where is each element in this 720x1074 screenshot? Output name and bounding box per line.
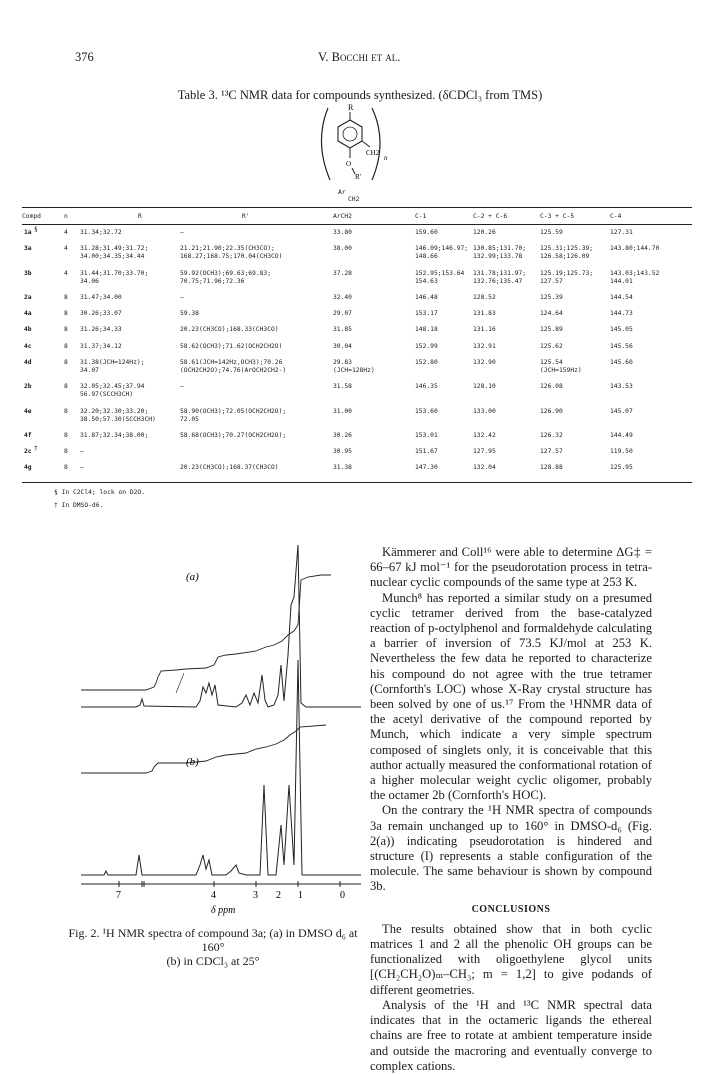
table-cell-c26: 132.04 — [473, 464, 496, 472]
table-cell-c4: 119.50 — [610, 448, 633, 456]
table-cell-c26: 132.90 — [473, 358, 496, 366]
table-cell-c1: 148.66 — [415, 253, 438, 261]
table-cell-c4: 145.05 — [610, 326, 633, 334]
table-cell-n: 8 — [64, 407, 68, 415]
figure-caption — [62, 926, 364, 968]
col-header-c1: C-1 — [415, 213, 427, 220]
table-cell-n: 8 — [64, 294, 68, 301]
table-cell-rp: 168.27;168.75;170.04(CH3CO) — [180, 253, 283, 261]
table-cell-r: 31.28;31.49;31.72; — [80, 245, 149, 253]
paragraph-contrary: On the contrary the ¹H NMR spectra of compounds 3a remain unchanged up to 160° in DMSO-d₆ (Fig. 2(a)) indicating pseudorotation is hindered and structure (I) represents a stable configuration of the molecule. The same behaviour is shown by compound 3b. — [370, 803, 652, 894]
section-heading-conclusions: CONCLUSIONS — [471, 903, 551, 915]
table-cell-c35: 126.90 — [540, 407, 563, 415]
table-cell-c1: 151.67 — [415, 448, 438, 456]
table-cell-r: 56.97(SCCH3CH) — [80, 391, 134, 399]
table-cell-c35: 125.54 — [540, 358, 563, 366]
table-cell-c26: 132.91 — [473, 342, 496, 350]
table-top-rule — [22, 207, 692, 208]
table-cell-rp: 21.21;21.90;22.35(CH3CO); — [180, 245, 275, 253]
table-cell-c1: 154.63 — [415, 277, 438, 285]
table-cell-compd: 2c — [24, 448, 32, 456]
table-cell-n: 8 — [64, 358, 68, 366]
table-cell-rp: 58.68(OCH3);70.27(OCH2CH2O); — [180, 432, 287, 439]
table-cell-c35: 125.39 — [540, 294, 563, 301]
table-cell-c4: 144.54 — [610, 294, 633, 301]
table-cell-c1: 153.17 — [415, 310, 438, 318]
axis-tick-0: 0 — [340, 890, 345, 901]
table-cell-c1: 146.48 — [415, 294, 438, 301]
table-cell-c4: 143.03;143.52 — [610, 269, 660, 277]
table-cell-compd: 4c — [24, 342, 32, 350]
table-cell-c35: (JCH=159Hz) — [540, 367, 582, 374]
table-cell-rp: 58.90(OCH3);72.05(OCH2CH2O); — [180, 407, 287, 415]
table-cell-c26: 131.83 — [473, 310, 496, 318]
table-cell-c4: 144.73 — [610, 310, 633, 318]
table-cell-compd: 2b — [24, 383, 32, 391]
table-cell-c26: 133.00 — [473, 407, 496, 415]
spectrum-b-integral — [81, 725, 326, 773]
table-cell-c35: 126.58;126.09 — [540, 253, 590, 261]
col-header-c35: C-3 + C-5 — [540, 213, 575, 220]
structure-n-label: n — [384, 154, 388, 162]
table-cell-n: 8 — [64, 342, 68, 350]
table-cell-c35: 125.89 — [540, 326, 563, 334]
table-cell-r: — — [80, 464, 84, 472]
spectrum-a-label: (a) — [186, 571, 199, 583]
table-cell-r: 34.00;34.35;34.44 — [80, 253, 145, 261]
table-cell-c4: 145.07 — [610, 407, 633, 415]
col-header-arch2: ArCH2 — [333, 213, 352, 220]
col-header-c4: C-4 — [610, 213, 622, 220]
table-caption: Table 3. ¹³C NMR data for compounds synthesized. (δCDCl₃ from TMS) — [177, 88, 543, 102]
table-cell-n: 8 — [64, 464, 68, 472]
running-title: V. Bocchi et al. — [318, 50, 401, 64]
table-cell-c26: 120.26 — [473, 229, 496, 236]
body-text-column — [370, 545, 652, 1074]
table-cell-compd: 4f — [24, 432, 32, 439]
table-cell-c1: 146.09;146.97; — [415, 245, 469, 253]
table-cell-ar: 32.40 — [333, 294, 352, 301]
page-number: 376 — [75, 50, 94, 64]
table-cell-c1: 148.18 — [415, 326, 438, 334]
table-cell-c4: 145.56 — [610, 342, 633, 350]
table-cell-compd: 3a — [24, 245, 32, 253]
table-cell-rp: — — [180, 229, 184, 236]
table-cell-c26: 131.78;131.97; — [473, 269, 527, 277]
table-footnote-2: † In DMSO-d6. — [54, 502, 104, 509]
table-cell-ar: (JCH=128Hz) — [333, 367, 375, 374]
table-cell-r: 30.26;33.07 — [80, 310, 122, 318]
table-cell-c26: 128.10 — [473, 383, 496, 391]
table-cell-c35: 127.57 — [540, 277, 563, 285]
table-cell-c35: 124.64 — [540, 310, 563, 318]
table-cell-c1: 146.35 — [415, 383, 438, 391]
structure-o-label: O — [346, 160, 352, 168]
arch2-header-sub: CH2 — [348, 196, 360, 203]
structure-rprime-label: R' — [355, 173, 361, 181]
table-cell-c4: 143.53 — [610, 383, 633, 391]
table-cell-ar: 33.80 — [333, 229, 352, 236]
table-cell-rp: 20.23(CH3CO);168.37(CH3CO) — [180, 464, 279, 472]
table-cell-n: 4 — [64, 229, 68, 236]
table-cell-n: 4 — [64, 245, 68, 253]
table-cell-compd: 4d — [24, 358, 32, 366]
table-cell-rp: 20.23(CH3CO);168.33(CH3CO) — [180, 326, 279, 334]
table-cell-rp: 58.61(JCH=142Hz,OCH3);70.26 — [180, 358, 283, 366]
axis-tick-4: 4 — [211, 890, 216, 901]
table-cell-n: 8 — [64, 448, 68, 456]
table-cell-r: 34.06 — [80, 277, 99, 285]
table-cell-r: 31.34;32.72 — [80, 229, 122, 236]
table-cell-r: 31.37;34.12 — [80, 342, 122, 350]
table-cell-compd: 4e — [24, 407, 32, 415]
table-cell-c26: 132.99;133.78 — [473, 253, 523, 261]
table-cell-ar: 38.00 — [333, 245, 352, 253]
axis-unit-label: δ ppm — [211, 905, 236, 916]
table-cell-c35: 125.59 — [540, 229, 563, 236]
spectrum-a-trace — [81, 545, 361, 707]
table-cell-c4: 144.01 — [610, 277, 633, 285]
axis-tick-1: 1 — [298, 890, 303, 901]
paragraph-munch: Munch⁸ has reported a similar study on a presumed cyclic tetramer derived from the base-catalyzed reaction of p-octylphenol and formaldehyde calculating a barrier of inversion of 73.5 KJ/mol at 253 K. Nevertheless the few data he reported to characterize his compound do not agree with the true tetramer (Cornforth's LOC) whose X-Ray crystal structure has been solved by one of us.¹⁷ From the ¹HNMR data of the acetyl derivative of the compound reported by Munch, which indicate a very simple spectrum composed of singlets only, it is conceivable that this author actually measured the conformational rotation of a higher molecular weight cyclic oligomer, probably the octamer 2b (Cornforth's HOC). — [370, 590, 652, 803]
table-cell-rp: 59.38 — [180, 310, 199, 318]
col-header-compd: Compd — [22, 213, 41, 220]
table-cell-r: 31.47;34.00 — [80, 294, 122, 301]
table-cell-rp: (OCH2CH2O);74.76(ArOCH2CH2-) — [180, 367, 287, 374]
table-cell-ar: 31.38 — [333, 464, 352, 472]
table-cell-r: 31.44;31.70;33.70; — [80, 269, 149, 277]
table-cell-footnote-mark: § — [34, 226, 38, 233]
figure-caption-line-1: Fig. 2. ¹H NMR spectra of compound 3a; (a) in DMSO d₆ at 160° — [68, 926, 358, 954]
table-cell-compd: 3b — [24, 269, 32, 277]
col-header-n: n — [64, 213, 68, 220]
table-cell-rp: 70.75;71.96;72.36 — [180, 277, 245, 285]
table-cell-c35: 127.57 — [540, 448, 563, 456]
spectrum-a — [81, 545, 361, 707]
col-header-c26: C-2 + C-6 — [473, 213, 508, 220]
table-cell-c1: 147.30 — [415, 464, 438, 472]
spectrum-a-integral — [81, 575, 331, 690]
table-cell-c4: 144.49 — [610, 432, 633, 439]
paragraph-results: The results obtained show that in both cyclic matrices 1 and 2 all the phenolic OH groups can be functionalized with oligoethylene glycol units [(CH₂CH₂O)ₘ–CH₃; m = 1,2] to give podands of different geometries. — [370, 921, 652, 997]
table-cell-r: 32.05;32.45;37.94 — [80, 383, 145, 391]
table-cell-ar: 31.58 — [333, 383, 352, 391]
table-cell-compd: 4a — [24, 310, 32, 318]
table-cell-c4: 145.60 — [610, 358, 633, 366]
table-cell-n: 8 — [64, 326, 68, 334]
table-cell-c4: 125.95 — [610, 464, 633, 472]
structure-ch2-label: CH2 — [366, 149, 380, 157]
table-header-rule — [22, 224, 692, 225]
table-cell-r: 34.07 — [80, 367, 99, 374]
table-cell-n: 8 — [64, 432, 68, 439]
molecule-structure-diagram — [300, 100, 400, 192]
table-cell-c4: 143.80;144.70 — [610, 245, 660, 253]
table-cell-ar: 31.85 — [333, 326, 352, 334]
table-cell-c35: 128.88 — [540, 464, 563, 472]
arch2-header-top: Ar — [338, 189, 346, 196]
table-cell-c26: 131.16 — [473, 326, 496, 334]
axis-tick-2: 2 — [276, 890, 281, 901]
paragraph-analysis: Analysis of the ¹H and ¹³C NMR spectral data indicates that in the octameric ligands the ethereal chains are free to rotate at ambient temperature inside and outside the macroring and eventually converge to complex cations. — [370, 997, 652, 1073]
table-bottom-rule — [22, 482, 692, 483]
axis-tick-3: 3 — [253, 890, 258, 901]
table-cell-compd: 4b — [24, 326, 32, 334]
table-cell-compd: 4g — [24, 464, 32, 472]
table-cell-c1: 153.01 — [415, 432, 438, 439]
table-footnote-1: § In C2Cl4; lock on D2O. — [54, 489, 145, 496]
table-cell-ar: 30.95 — [333, 448, 352, 456]
paragraph-kammerer: Kämmerer and Coll¹⁶ were able to determine ΔG‡ = 66–67 kJ mol⁻¹ for the pseudorotation process in tetra-nuclear cyclic compounds of the same type at 253 K. — [370, 545, 652, 590]
table-cell-ar: 30.26 — [333, 432, 352, 439]
table-cell-c26: 132.42 — [473, 432, 496, 439]
table-cell-ar: 37.28 — [333, 269, 352, 277]
table-cell-c35: 126.32 — [540, 432, 563, 439]
col-header-r: R — [138, 213, 142, 220]
table-cell-c1: 153.60 — [415, 407, 438, 415]
col-header-rprime: R' — [242, 213, 250, 220]
table-cell-c35: 125.31;125.39; — [540, 245, 594, 253]
spectrum-b-trace — [81, 660, 361, 875]
table-cell-r: 31.26;34.33 — [80, 326, 122, 334]
table-cell-r: 38.50;57.30(SCCH3CH) — [80, 415, 156, 423]
table-cell-c35: 126.08 — [540, 383, 563, 391]
table-cell-rp: — — [180, 383, 184, 391]
structure-r-label: R — [348, 103, 354, 112]
spectrum-b — [81, 660, 361, 875]
table-cell-c26: 132.76;135.47 — [473, 277, 523, 285]
table-cell-rp: 58.62(OCH3);71.62(OCH2CH2O) — [180, 342, 283, 350]
table-cell-c1: 152.80 — [415, 358, 438, 366]
figure-caption-line-2: (b) in CDCl₃ at 25° — [166, 954, 260, 968]
table-cell-footnote-mark: † — [34, 445, 38, 453]
axis-tick-7: 7 — [116, 890, 121, 901]
table-cell-rp: 59.92(OCH3);69.63;69.83; — [180, 269, 271, 277]
table-cell-c26: 127.95 — [473, 448, 496, 456]
table-cell-compd: 2a — [24, 294, 32, 301]
table-cell-ar: 29.83 — [333, 358, 352, 366]
table-cell-ar: 30.04 — [333, 342, 352, 350]
table-cell-c26: 130.85;131.70; — [473, 245, 527, 253]
table-cell-r: 31.38(JCH=124Hz); — [80, 358, 145, 366]
spectrum-b-label: (b) — [186, 756, 199, 768]
table-cell-c4: 127.31 — [610, 229, 633, 236]
table-cell-rp: 72.05 — [180, 415, 199, 423]
table-cell-rp: — — [180, 294, 184, 301]
table-cell-r: — — [80, 448, 84, 456]
table-cell-n: 4 — [64, 269, 68, 277]
table-cell-c35: 125.19;125.73; — [540, 269, 594, 277]
nmr-spectra-figure — [76, 535, 366, 920]
table-cell-c26: 128.52 — [473, 294, 496, 301]
table-cell-n: 8 — [64, 310, 68, 318]
table-cell-c1: 152.95;153.64 — [415, 269, 465, 277]
table-cell-r: 32.20;32.30;33.20; — [80, 407, 149, 415]
table-cell-compd: 1a — [24, 229, 32, 236]
table-cell-c1: 152.99 — [415, 342, 438, 350]
table-cell-r: 31.87;32.34;38.00; — [80, 432, 149, 439]
table-cell-ar: 29.07 — [333, 310, 352, 318]
table-cell-c35: 125.62 — [540, 342, 563, 350]
table-cell-n: 8 — [64, 383, 68, 391]
table-cell-ar: 31.00 — [333, 407, 352, 415]
table-cell-c1: 159.60 — [415, 229, 438, 236]
